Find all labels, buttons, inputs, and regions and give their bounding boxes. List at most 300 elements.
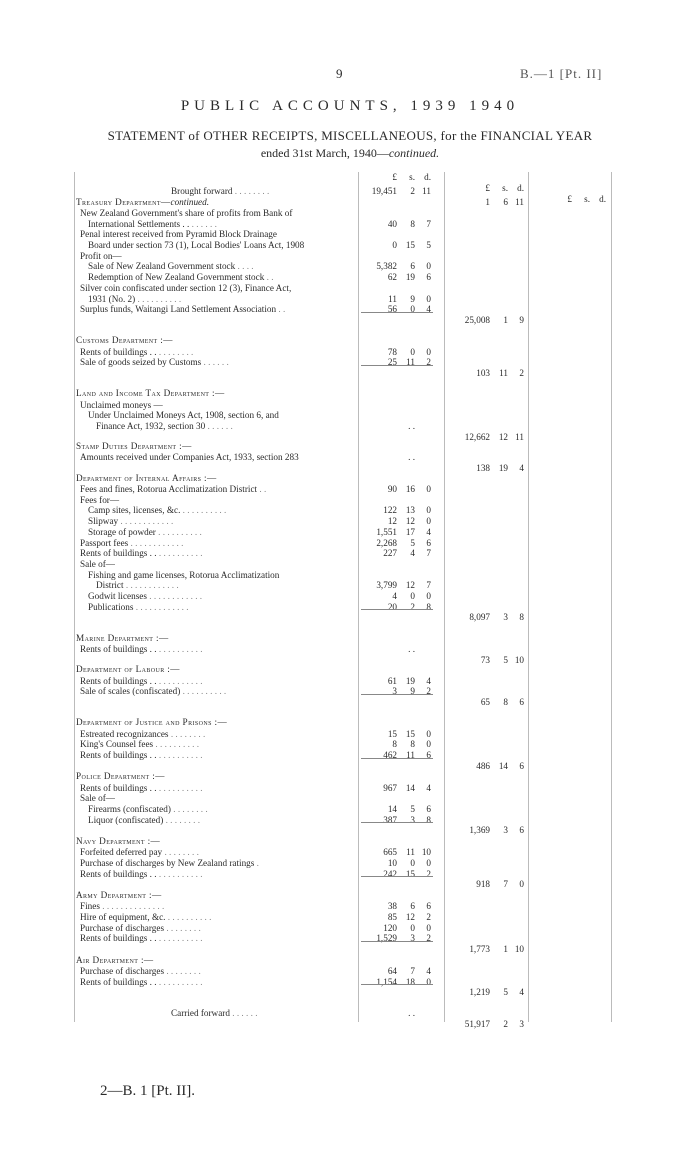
amount-c2 [452,368,524,379]
row-label-text: Passport fees [80,537,129,548]
pounds-value: 8,097 [469,612,490,623]
amount-c2 [452,761,524,772]
shillings-value: 12 [405,912,415,922]
pounds-value: 138 [476,463,490,474]
shillings-heading: s. [502,183,508,193]
dot-leaders: . . [276,304,286,315]
pounds-value: 12 [387,516,397,527]
shillings-value: 9 [410,686,415,697]
row-label-text: Finance Act, 1932, section 30 [96,420,206,431]
row-label [76,815,368,826]
shillings-value: 5 [503,987,508,998]
shillings-value: 17 [405,526,415,537]
pence-value: 2 [519,367,524,378]
amount-c2 [452,697,524,708]
row-label [76,901,360,912]
table-row [76,783,616,794]
pence-value: 7 [426,218,431,229]
table-row [76,933,616,944]
dot-leaders: . . . . . . . . . . . . [146,591,203,601]
amount-c1 [361,869,431,880]
shillings-value: 16 [405,484,415,494]
pence-value: 2 [426,357,431,368]
amount-c1 [361,676,431,687]
row-label-italic: continued. [170,196,210,207]
pence-value: 3 [519,1018,524,1029]
shillings-value: 2 [410,601,415,612]
row-label [76,923,360,934]
section-heading-row [76,717,616,728]
row-label [76,294,368,305]
amount-c1 [361,505,431,516]
column-rule [358,172,359,1022]
dot-leaders: . . . . . . . . . . [180,686,227,697]
dot-leaders: . . [264,272,274,283]
shillings-value: 14 [498,760,508,771]
shillings-value: 4 [410,548,415,559]
pence-value: 0 [426,976,431,987]
shillings-value: 0 [410,922,415,933]
row-label-text: Air Department :— [76,954,154,965]
amount-c1 [361,294,431,305]
table-row [76,495,616,506]
pounds-value: 1,154 [376,976,397,987]
table-row [76,793,616,804]
section-heading-row [76,633,616,644]
pence-value: 0 [426,728,431,739]
pounds-value: 64 [387,966,397,976]
subtotal-rule [361,758,433,759]
shillings-heading: s. [584,194,590,204]
row-label-text: Land and Income Tax Department :— [76,388,225,399]
subtotal-row [76,879,616,890]
table-row [76,420,616,442]
dot-leaders: . . . . . . . . . . . . [123,580,179,591]
row-label-text: Rents of buildings . . [80,933,157,944]
pounds-value: 38 [387,901,397,912]
shillings-value: 8 [503,696,508,707]
amount-c1 [361,484,431,495]
pence-value: 4 [426,966,431,976]
pounds-value: 0 [392,240,397,250]
statement-subtitle-continued: continued. [388,146,440,160]
row-label-text: Department of Internal Affairs :— [76,472,217,483]
row-label [76,240,368,251]
row-label-text: Under Unclaimed Moneys Act, 1908, section 6, and [88,410,279,421]
shillings-value: 2 [410,186,415,196]
subtotal-rule [361,876,433,877]
row-label-text: Rents of buildings . . [80,346,157,357]
pounds-value: 4 [392,591,397,601]
table-row [76,347,616,358]
shillings-value: 3 [503,825,508,836]
pounds-value: 918 [476,879,490,890]
dot-leaders: . . . . . . . . [232,186,270,196]
pounds-value: 967 [383,782,397,793]
dot-leaders: . . . . . . . . [168,728,206,739]
pounds-value: 56 [387,304,397,315]
dot-leaders: . . . . . . . . . . [156,976,203,987]
pounds-value: 25,008 [464,314,490,325]
row-label-text: District [96,580,124,591]
column-rule [611,172,612,1022]
pounds-value: 1,551 [376,526,397,537]
pounds-value: 387 [383,814,397,825]
shillings-value: 11 [499,367,508,378]
subtotal-rule [361,609,433,610]
table-row [76,804,616,815]
row-label-text: Board under section 73 (1), Local Bodies' Loans Act, 1908 [88,240,305,250]
section-heading [76,633,356,644]
row-label [76,495,360,506]
row-label-text: Storage of powder [88,526,156,537]
section-heading [76,836,356,847]
row-label-text: International Settlements . . [88,218,190,229]
amount-c1 [361,261,431,272]
pence-value: 4 [426,304,431,315]
amount-c1 [361,421,431,432]
amount-c1 [361,912,431,923]
row-label-text: Estreated recognizances [80,728,169,739]
table-row [76,452,616,474]
page-footer: 2—B. 1 [Pt. II]. [100,1083,195,1099]
shillings-value: 0 [410,858,415,868]
row-label [76,783,360,794]
amount-c1 [361,304,431,315]
subtotal-row [76,612,616,623]
amount-c1 [361,966,431,977]
amount-c1 [361,452,431,463]
column-rule [444,172,445,1022]
statement-subtitle-text: ended 31st March, 1940— [260,146,389,160]
pounds-value: 51,917 [464,1018,490,1029]
row-label-text: Rents of buildings . . [80,749,157,760]
pence-value: 0 [426,484,431,494]
pence-value: 10 [514,655,524,665]
col1-heading [361,172,431,183]
shillings-value: 1 [503,944,508,955]
section-heading-row [76,388,616,399]
row-label [76,400,360,411]
amount-c1 [361,272,431,283]
dot-leaders: . . . . . . . . . . [156,933,203,944]
row-label [76,966,360,977]
row-label-text: Redemption of New Zealand Government stock [88,272,265,283]
accounts-table [76,172,616,1032]
row-label-text: Marine Department :— [76,632,169,643]
pounds-value: 85 [387,912,397,922]
section-heading [76,388,356,399]
subtotal-row [76,315,616,326]
shillings-value: 12 [405,580,415,591]
section-heading-row [76,197,616,208]
amount-c1 [361,977,431,988]
pence-value: 6 [519,825,524,836]
subtotal-rule [361,694,433,695]
row-label [76,804,368,815]
statement-subtitle [0,146,700,161]
row-label-text: Army Department :— [76,890,162,901]
dot-leaders: . . . . . . . . . . . . [118,516,174,527]
table-row [76,602,616,613]
shillings-value: 6 [503,197,508,207]
row-label-text: Department of Justice and Prisons :— [76,717,228,728]
table-row [76,261,616,272]
row-label-text: Purchase of discharges [80,966,165,976]
row-label [76,750,360,761]
table-row [76,977,616,988]
dot-leaders: . . . . . . [189,218,217,229]
amount-c1 [361,347,431,358]
table-row [76,901,616,912]
shillings-heading: s. [409,172,415,182]
table-row [76,251,616,262]
amount-c1 [361,1008,431,1019]
row-label [76,847,360,858]
dot-leaders: . . . . . . . . . . [156,749,203,760]
pounds-value: 73 [480,655,490,665]
amount-c1 [361,739,431,750]
shillings-value: 8 [410,739,415,750]
pounds-value: 78 [387,346,397,357]
table-row [76,240,616,251]
row-label [76,739,360,750]
section-heading-row [76,473,616,484]
dot-leaders: . [254,858,259,868]
dot-leaders: . . . . . . . . . . [156,548,203,559]
amount-c1 [361,186,431,197]
table-row [76,966,616,977]
row-label [76,602,368,613]
pence-value: 0 [426,346,431,357]
pounds-value: 2,268 [376,537,397,548]
pence-value: 6 [426,901,431,912]
pounds-value: 11 [388,293,397,304]
pence-value: 0 [426,922,431,933]
pence-value: 8 [519,612,524,623]
row-label-text: Sale of goods seized by Customs [80,357,202,368]
shillings-value: 3 [410,933,415,944]
pence-value: 4 [426,526,431,537]
pounds-value: 5,382 [376,261,397,272]
page-title: PUBLIC ACCOUNTS, 1939 1940 [180,98,520,114]
pence-value: 7 [426,580,431,591]
pounds-value: 1,219 [469,987,490,998]
table-row [76,219,616,230]
row-label [76,644,360,655]
table-row [76,304,616,315]
amount-c2 [452,944,524,955]
dot-leaders: . . . . . . . . . . [180,505,227,516]
pence-value: 6 [426,537,431,548]
statement-title: STATEMENT of OTHER RECEIPTS, MISCELLANEOUS, for the FINANCIAL YEAR [107,128,593,143]
row-label-text: King's Counsel fees [80,739,154,750]
row-label [76,261,368,272]
dot-leaders: . . . . . . . . . . . . [133,601,189,612]
dot-leaders: . . . . . . [201,357,229,368]
row-label-text: Carried forward [171,1007,230,1018]
pounds-heading: £ [485,183,490,193]
table-row [76,591,616,602]
amount-c1 [361,804,431,815]
row-label [76,580,376,591]
table-row [76,923,616,934]
table-left-rule [74,172,75,1022]
pence-value: 0 [426,858,431,868]
row-label [76,570,368,581]
row-label [76,516,368,527]
section-heading [76,890,356,901]
section-heading [76,717,356,728]
amount-c1 [361,538,431,549]
row-label [76,347,360,358]
shillings-value: 13 [405,505,415,516]
dot-leaders: . . . . . . . . [170,803,208,814]
pence-value: 4 [426,782,431,793]
pence-value: 6 [519,696,524,707]
amount-c1 [361,591,431,602]
amount-c1 [361,815,431,826]
table-row [76,858,616,869]
row-label-text: Sale of New Zealand Government stock [88,261,236,272]
row-label-text: Silver coin confiscated under section 12 (3), Finance Act, [80,282,292,293]
pounds-value: 120 [383,922,397,933]
row-label-text: Camp sites, licenses, &c. [88,505,181,516]
row-label [76,591,368,602]
shillings-value: 9 [410,293,415,304]
row-label [76,559,360,570]
section-heading [76,335,356,346]
pounds-value: 15 [387,728,397,739]
subtotal-row [76,697,616,708]
row-label [76,421,376,432]
row-label-text: Police Department :— [76,771,165,782]
row-label [76,251,360,262]
shillings-value: 5 [410,803,415,814]
shillings-value: 19 [405,272,415,283]
shillings-value: 3 [410,814,415,825]
table-row [76,644,616,665]
table-row [76,548,616,559]
section-heading [76,955,356,966]
row-label [76,548,360,559]
row-label-text: Sale of— [80,793,115,804]
section-heading-row [76,335,616,346]
shillings-value: 3 [503,612,508,623]
amount-c1 [361,783,431,794]
pence-value: 4 [519,463,524,474]
row-label [76,793,360,804]
table-row [76,686,616,697]
shillings-value: 19 [498,463,508,474]
table-row [76,912,616,923]
subtotal-row [76,368,616,379]
pence-value: 11 [515,197,524,207]
row-label [76,676,360,687]
pounds-value: 65 [480,696,490,707]
pence-value: 0 [426,261,431,272]
row-label [76,729,360,740]
shillings-value: 2 [503,1018,508,1029]
row-label-text: Sale of— [80,558,115,569]
subtotal-row [76,825,616,836]
pence-value: 8 [426,601,431,612]
pence-value: 0 [426,293,431,304]
table-row [76,272,616,283]
row-label [76,357,360,368]
pence-value: 0 [426,591,431,601]
row-label-text: Fishing and game licenses, Rotorua Acclimatization [88,569,280,580]
amount-c1 [361,750,431,761]
row-label-text: New Zealand Government's share of profits from Bank of [80,207,293,218]
section-heading [76,473,356,484]
pounds-value: 25 [387,357,397,368]
pence-heading: d. [517,183,524,193]
row-label-text: Firearms (confiscated) [88,803,171,814]
shillings-value: 14 [405,782,415,793]
dot-leaders: . . . . . . . . . . [156,675,203,686]
row-label [76,219,368,230]
shillings-value: 0 [410,346,415,357]
row-label-text: Purchase of discharges [80,922,165,933]
shillings-value: 12 [498,431,508,442]
pounds-heading: £ [392,172,397,182]
row-label-text: Rents of buildings . . [80,782,157,793]
pence-value: 0 [426,739,431,750]
dot-leaders: . . . . . . . . . . . . [128,537,184,548]
table-row [76,815,616,826]
pounds-value: 1,529 [376,933,397,944]
row-label [76,686,360,697]
shillings-value: 0 [410,304,415,315]
table-row [76,570,616,581]
shillings-value: 11 [406,749,415,760]
shillings-value: 6 [410,901,415,912]
section-heading-row [76,441,616,452]
column-rule [528,172,529,1022]
pence-heading: d. [424,172,431,182]
dot-leaders: . . . . . . [205,420,233,431]
pence-value: 4 [519,987,524,998]
row-label-text: Amounts received under Companies Act, 1933, section 283 [80,452,299,463]
shillings-value: 12 [405,516,415,527]
row-label-text: 1931 (No. 2) [88,293,136,304]
pence-value: 2 [426,933,431,944]
shillings-value: 15 [405,868,415,879]
subtotal-row [76,761,616,772]
pounds-value: 20 [387,601,397,612]
amount-c1 [361,729,431,740]
table-row [76,538,616,549]
section-heading-row [76,890,616,901]
pounds-value: 61 [387,675,397,686]
row-label [76,452,360,463]
amount-c1 [361,548,431,559]
row-label [76,283,360,294]
pence-value: 2 [426,686,431,697]
pounds-value: 90 [387,484,397,494]
amount-c1 [361,240,431,251]
dot-leaders: . . . . . . . . [156,346,194,357]
pence-value: 0 [426,516,431,527]
page-number: 9 [336,66,343,81]
table-row [76,410,616,421]
pence-value: 0 [426,505,431,516]
table-row [76,559,616,570]
row-label-text: Rents of buildings . . [80,976,157,987]
amount-c1 [361,219,431,230]
dot-leaders: . . . . . . . . . . [156,644,203,654]
